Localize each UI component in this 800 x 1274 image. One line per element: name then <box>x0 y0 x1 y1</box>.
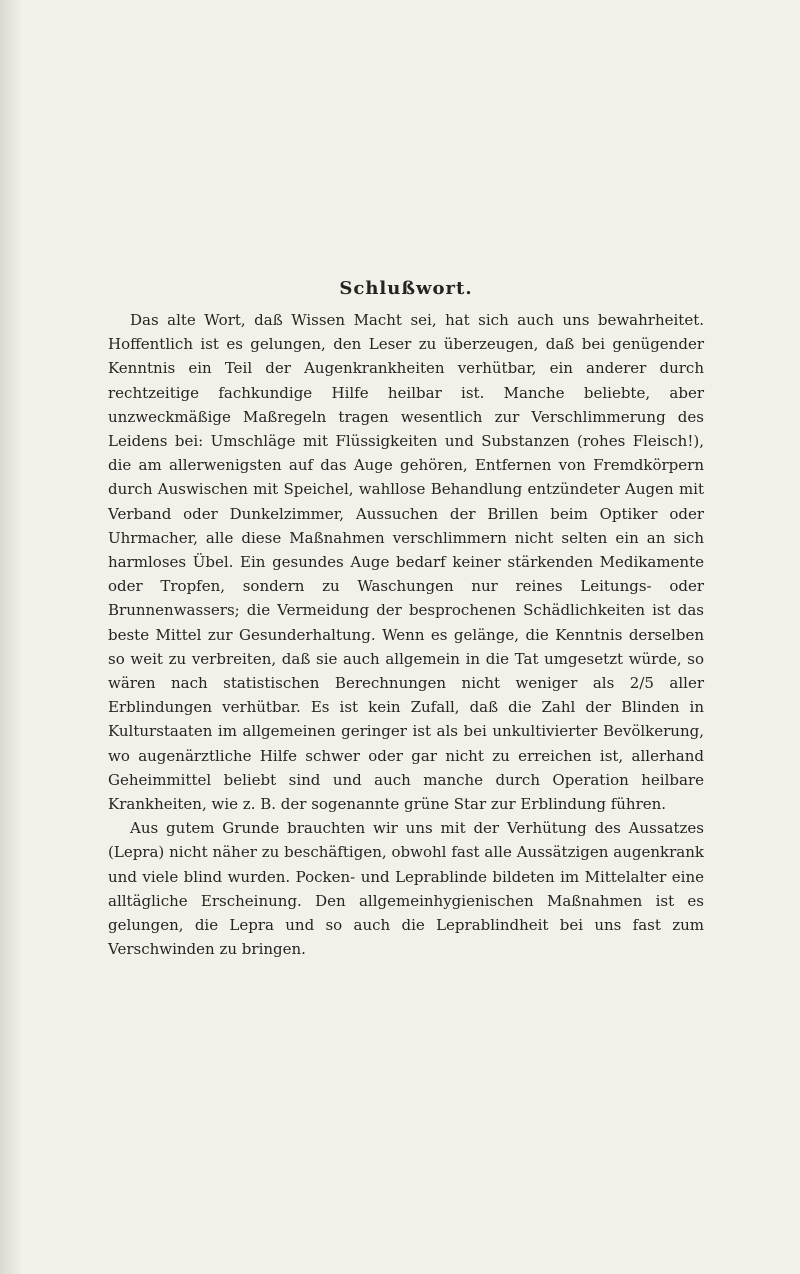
text-column <box>108 278 704 961</box>
page-edge-shadow <box>0 0 22 1274</box>
section-heading: Schlußwort. <box>339 278 473 299</box>
paragraph-1: Das alte Wort, daß Wissen Macht sei, hat sich auch uns bewahrheitet. Hoffentlich ist es gelungen, den Leser zu überzeugen, daß bei genügender Kenntnis ein Teil der Augenkrankheiten verhütbar, ein anderer durch rechtzeitige fachkundige Hilfe heilbar ist. Manche beliebte, aber unzweckmäßige Maßregeln tragen wesentlich zur Verschlimmerung des Leidens bei: Umschläge mit Flüssigkeiten und Substanzen (rohes Fleisch!), die am allerwenigsten auf das Auge gehören, Entfernen von Fremdkörpern durch Auswischen mit Speichel, wahllose Behandlung entzündeter Augen mit Verband oder Dunkelzimmer, Aussuchen der Brillen beim Optiker oder Uhrmacher, alle diese Maßnahmen verschlimmern nicht selten ein an sich harmloses Übel. Ein gesundes Auge bedarf keiner stärkenden Medikamente oder Tropfen, sondern zu Waschungen nur reines Leitungs- oder Brunnenwassers; die Vermeidung der besprochenen Schädlichkeiten ist das beste Mittel zur Gesunderhaltung. Wenn es gelänge, die Kenntnis derselben so weit zu verbreiten, daß sie auch allgemein in die Tat umgesetzt würde, so wären nach statistischen Berechnungen nicht weniger als 2/5 aller Erblindungen verhütbar. Es ist kein Zufall, daß die Zahl der Blinden in Kulturstaaten im allgemeinen geringer ist als bei unkultivierter Bevölkerung, wo augenärztliche Hilfe schwer oder gar nicht zu erreichen ist, allerhand Geheimmittel beliebt sind und auch manche durch Operation heilbare Krankheiten, wie z. B. der sogenannte grüne Star zur Erblindung führen. <box>108 311 704 814</box>
paragraph-2: Aus gutem Grunde brauchten wir uns mit der Verhütung des Aussatzes (Lepra) nicht näher zu beschäftigen, obwohl fast alle Aussätzigen augenkrank und viele blind wurden. Pocken- und Leprablinde bildeten im Mittelalter eine alltägliche Erscheinung. Den allgemeinhygienischen Maßnahmen ist es gelungen, die Lepra und so auch die Leprablindheit bei uns fast zum Verschwinden zu bringen. <box>108 819 704 959</box>
